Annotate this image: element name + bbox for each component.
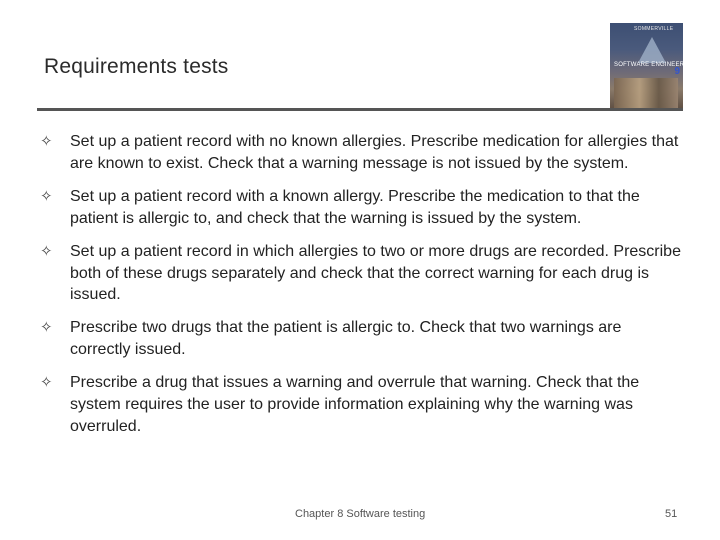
cover-title: SOFTWARE ENGINEERING — [614, 62, 696, 68]
bullet-text: Set up a patient record with no known allergies. Prescribe medication for allergies that are known to exist. Check that a warning message is not issued by the system. — [70, 133, 679, 172]
cover-graphic — [638, 37, 666, 63]
page-number: 51 — [665, 508, 678, 520]
four-pointed-star-icon: ✧ — [40, 374, 53, 392]
bullet-item — [40, 241, 685, 306]
cover-base-graphic — [614, 78, 678, 108]
bullet-text: Prescribe two drugs that the patient is allergic to. Check that two warnings are correctly issued. — [70, 319, 622, 359]
bullet-item — [40, 317, 685, 360]
bullet-text: Set up a patient record with a known allergy. Prescribe the medication to that the patient is allergic to, and check that the warning is issued by the system. — [70, 187, 640, 227]
four-pointed-star-icon: ✧ — [40, 133, 53, 150]
four-pointed-star-icon: ✧ — [40, 319, 53, 337]
bullet-text: Set up a patient record in which allergies to two or more drugs are recorded. Prescribe both of these drugs separately and check that the correct warning for each drug is issued. — [70, 242, 681, 304]
bullet-item — [40, 131, 685, 174]
bullet-item — [40, 372, 685, 437]
bullet-text: Prescribe a drug that issues a warning and overrule that warning. Check that the system requires the user to provide information explaining why the warning was overruled. — [70, 374, 640, 435]
cover-edition-number: 9 — [674, 66, 680, 77]
four-pointed-star-icon: ✧ — [40, 242, 53, 260]
book-cover-image — [610, 23, 696, 111]
bullet-list — [40, 131, 685, 449]
cover-author: SOMMERVILLE — [634, 26, 674, 32]
bullet-item — [40, 186, 685, 229]
footer-chapter-label: Chapter 8 Software testing — [295, 508, 426, 520]
four-pointed-star-icon: ✧ — [40, 187, 53, 205]
slide-title: Requirements tests — [44, 55, 229, 78]
title-divider — [37, 108, 683, 111]
